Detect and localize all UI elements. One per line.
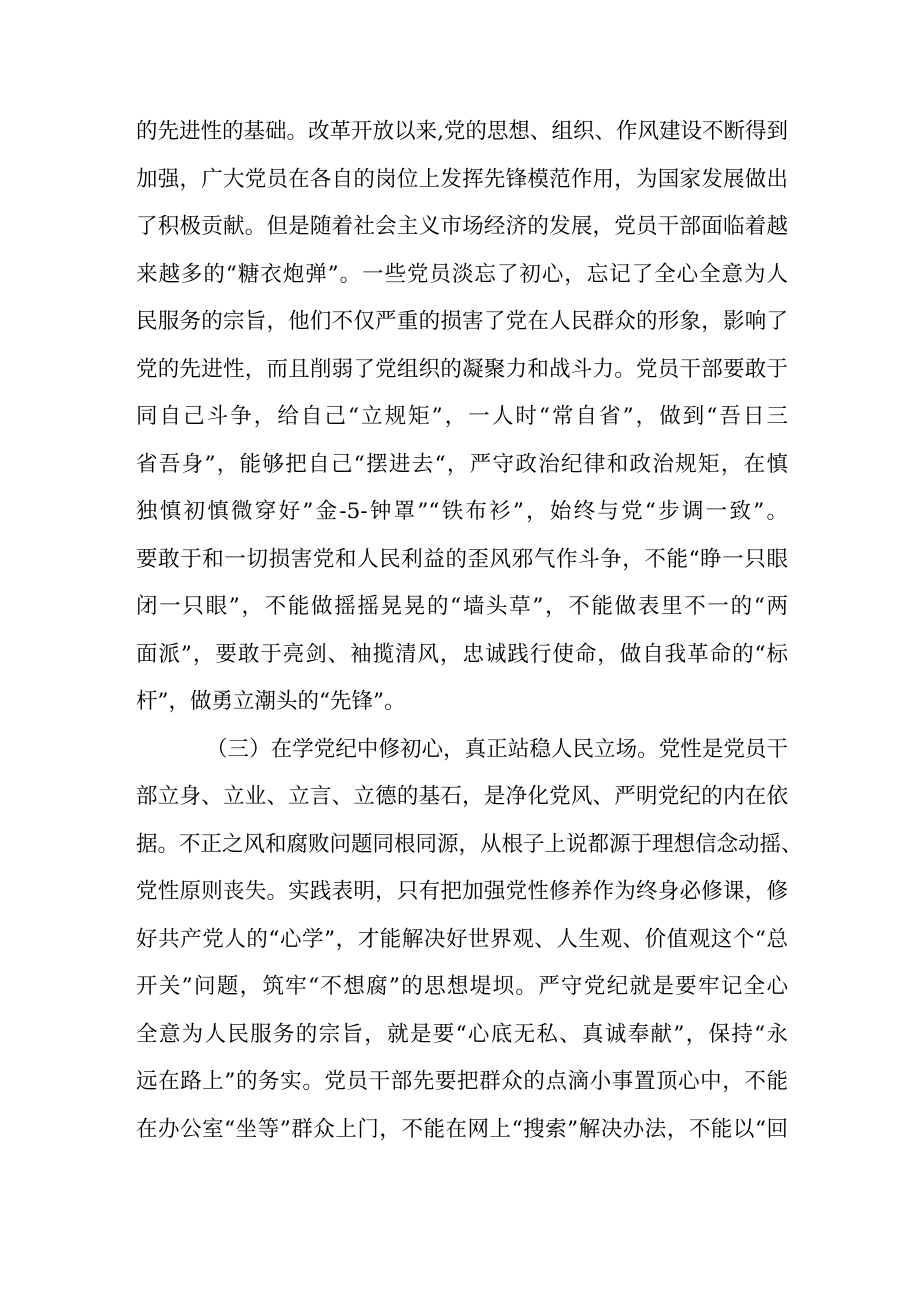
text-line: 面派”，要敢于亮剑、袖揽清风，忠诚践行使命，做自我革命的“标 <box>136 641 788 667</box>
text-line: 要敢于和一切损害党和人民利益的歪风邪气作斗争，不能“睁一只眼 <box>136 546 788 572</box>
text-line: 来越多的“糖衣炮弹”。一些党员淡忘了初心，忘记了全心全意为人 <box>136 261 788 287</box>
text-line: 的先进性的基础。改革开放以来,党的思想、组织、作风建设不断得到 <box>136 119 788 144</box>
text-line: 省吾身”，能够把自己“摆进去“，严守政治纪律和政治规矩，在慎 <box>136 451 788 477</box>
section-heading-line: （三）在学党纪中修初心，真正站稳人民立场。党性是党员干 <box>206 736 788 762</box>
text-line: 民服务的宗旨，他们不仅严重的损害了党在人民群众的形象，影响了 <box>136 309 788 334</box>
text-line: 在办公室“坐等”群众上门，不能在网上“搜索”解决办法，不能以“回 <box>136 1116 788 1142</box>
text-line: 杆”，做勇立潮头的“先锋”。 <box>136 689 406 714</box>
text-line: 党的先进性，而且削弱了党组织的凝聚力和战斗力。党员干部要敢于 <box>136 356 788 382</box>
text-line: 独慎初慎微穿好”金-5-钟罩”“铁布衫”，始终与党“步调一致”。 <box>136 499 788 524</box>
text-line: 据。不正之风和腐败问题同根同源，从根子上说都源于理想信念动摇、 <box>136 831 803 857</box>
text-line: 了积极贡献。但是随着社会主义市场经济的发展，党员干部面临着越 <box>136 214 788 239</box>
text-line: 好共产党人的“心学”，才能解决好世界观、人生观、价值观这个“总 <box>136 926 788 952</box>
text-line: 开关”问题，筑牢“不想腐”的思想堤坝。严守党纪就是要牢记全心 <box>136 974 788 999</box>
text-line: 全意为人民服务的宗旨，就是要“心底无私、真诚奉献”，保持“永 <box>136 1021 788 1047</box>
text-line: 同自己斗争，给自己“立规矩”，一人时“常自省”，做到“吾日三 <box>136 404 788 429</box>
text-line: 部立身、立业、立言、立德的基石，是净化党风、严明党纪的内在依 <box>136 784 788 809</box>
text-line: 闭一只眼”，不能做摇摇晃晃的“墙头草”，不能做表里不一的“两 <box>136 594 788 619</box>
document-body <box>136 108 803 1153</box>
text-line: 加强，广大党员在各自的岗位上发挥先锋模范作用，为国家发展做出 <box>136 166 788 192</box>
text-line: 党性原则丧失。实践表明，只有把加强党性修养作为终身必修课，修 <box>136 879 788 904</box>
text-line: 远在路上”的务实。党员干部先要把群众的点滴小事置顶心中，不能 <box>136 1069 788 1094</box>
